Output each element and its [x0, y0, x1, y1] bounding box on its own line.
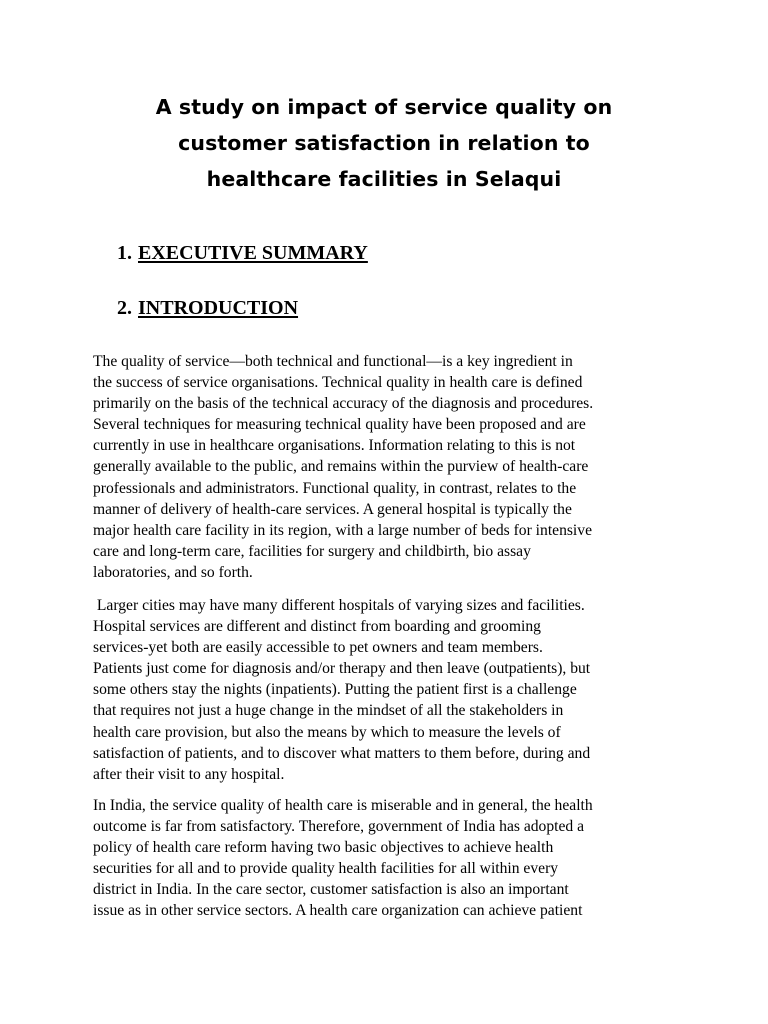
section-number: 2.: [117, 297, 132, 319]
text-line: after their visit to any hospital.: [93, 765, 285, 783]
text-line: laboratories, and so forth.: [93, 563, 253, 581]
text-line: health care provision, but also the means by which to measure the levels of: [93, 723, 561, 741]
text-line: Hospital services are different and distinct from boarding and grooming: [93, 618, 541, 636]
text-line: outcome is far from satisfactory. Therefore, government of India has adopted a: [93, 818, 585, 836]
title-line: customer satisfaction in relation to: [178, 131, 590, 155]
title-line: A study on impact of service quality on: [155, 95, 613, 119]
text-line: care and long-term care, facilities for surgery and childbirth, bio assay: [93, 542, 531, 560]
section-number: 1.: [117, 242, 132, 264]
paragraph-3: [93, 795, 593, 922]
section-title: INTRODUCTION: [138, 297, 299, 319]
text-line: currently in use in healthcare organisations. Information relating to this is not: [93, 437, 576, 455]
text-line: securities for all and to provide quality health facilities for all within every: [93, 860, 559, 878]
text-line: Several techniques for measuring technical quality have been proposed and are: [93, 416, 586, 434]
paragraph-2: [93, 595, 590, 785]
text-line: manner of delivery of health-care services. A general hospital is typically the: [93, 500, 572, 518]
text-line: district in India. In the care sector, customer satisfaction is also an important: [93, 881, 569, 899]
text-line: satisfaction of patients, and to discover what matters to them before, during and: [93, 744, 591, 762]
paragraph-1: [93, 351, 593, 583]
section-heading-executive-summary: [117, 241, 368, 265]
text-line: major health care facility in its region, with a large number of beds for intensive: [93, 521, 592, 539]
section-title: EXECUTIVE SUMMARY: [138, 242, 368, 264]
text-line: generally available to the public, and remains within the purview of health-care: [93, 458, 589, 476]
text-line: that requires not just a huge change in the mindset of all the stakeholders in: [93, 702, 564, 720]
text-line: Larger cities may have many different hospitals of varying sizes and facilities.: [93, 597, 585, 614]
text-line: In India, the service quality of health care is miserable and in general, the health: [93, 797, 593, 814]
text-line: Patients just come for diagnosis and/or therapy and then leave (outpatients), but: [93, 660, 591, 678]
text-line: some others stay the nights (inpatients). Putting the patient first is a challenge: [93, 681, 577, 699]
text-line: primarily on the basis of the technical accuracy of the diagnosis and procedures.: [93, 395, 594, 413]
text-line: policy of health care reform having two basic objectives to achieve health: [93, 839, 554, 857]
text-line: The quality of service—both technical and functional—is a key ingredient in: [93, 353, 573, 370]
text-line: services-yet both are easily accessible to pet owners and team members.: [93, 639, 543, 657]
section-heading-introduction: [117, 296, 298, 320]
text-line: the success of service organisations. Technical quality in health care is defined: [93, 374, 583, 392]
document-title: [84, 89, 684, 197]
title-line: healthcare facilities in Selaqui: [206, 167, 562, 191]
text-line: issue as in other service sectors. A health care organization can achieve patient: [93, 902, 583, 920]
text-line: professionals and administrators. Functional quality, in contrast, relates to the: [93, 479, 577, 497]
